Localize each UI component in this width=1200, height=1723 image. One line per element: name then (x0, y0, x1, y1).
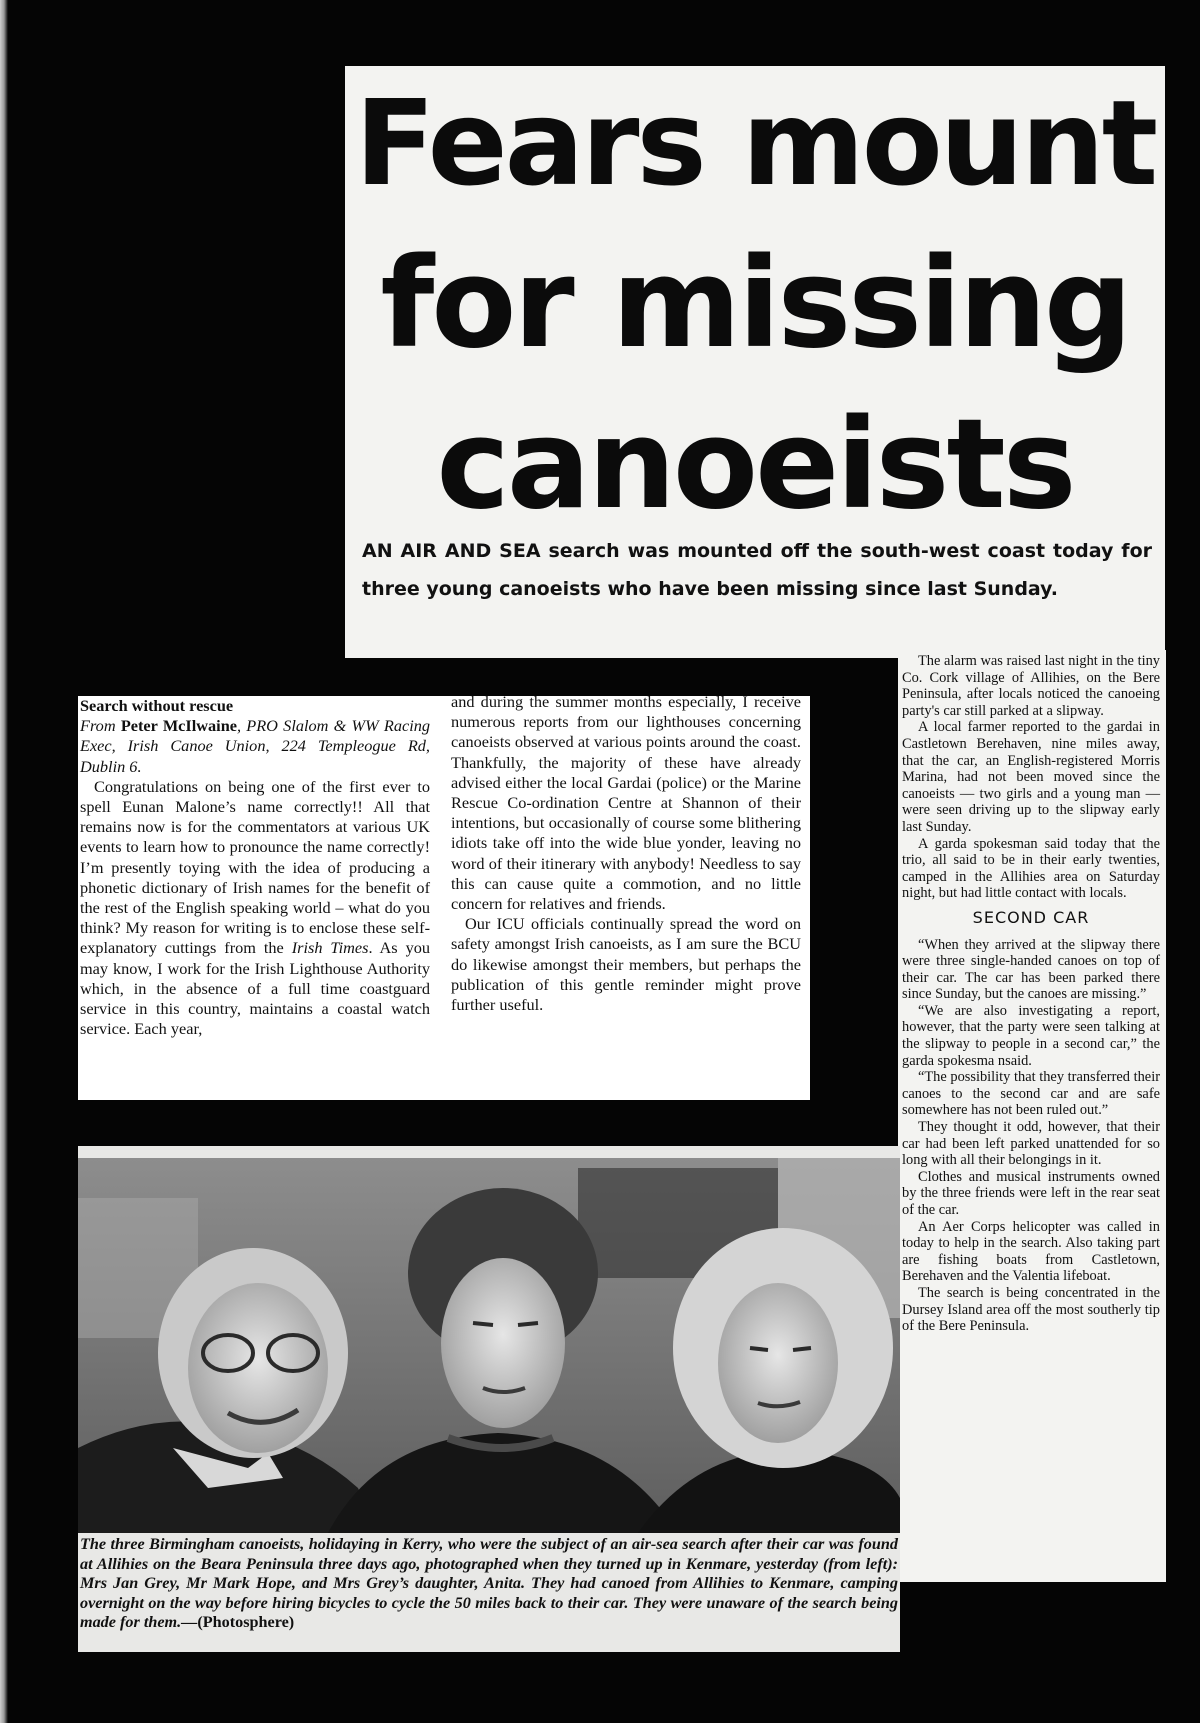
letter-affiliation: , PRO Slalom & WW Racing Exec, Irish Canoe Union, 224 Templeogue Rd, Dublin 6. (80, 716, 431, 776)
article-paragraph: The search is being concentrated in the Dursey Island area off the most southerly tip of the Bere Peninsula. (902, 1284, 1160, 1335)
article-paragraph: The alarm was raised last night in the tiny Co. Cork village of Allihies, on the Bere Peninsula, after locals noticed the canoeing party's car still parked at a slipway. (902, 653, 1160, 719)
letter-title: Search without rescue (80, 696, 234, 715)
photo-caption (80, 1535, 898, 1633)
article-paragraph: An Aer Corps helicopter was called in today to help in the search. Also taking part are fishing boats from Castletown, Berehaven and the Valentia lifeboat. (902, 1218, 1160, 1285)
article-paragraph: A garda spokesman said today that the trio, all said to be in their early twenties, camped in the Allihies area on Saturday night, but had little contact with locals. (902, 835, 1160, 902)
canoeists-photo (78, 1158, 900, 1533)
photo-caption-text: The three Birmingham canoeists, holidaying in Kerry, who were the subject of an air-sea search after their car was found at Allihies on the Beara Peninsula three days ago, photographed when they turned up in Kenmare, yesterday (from left): Mrs Jan Grey, Mr Mark Hope, and Mrs Grey’s daughter, Anita. They had canoed from Allihies to Kenmare, camping overnight on the way before hiring bicycles to cycle the 50 miles back to their car. They were unaware of the search being made for them.— (80, 1535, 898, 1632)
photo-clipping (78, 1146, 900, 1652)
article-paragraph: A local farmer reported to the gardai in Castletown Berehaven, nine miles away, that the car, an English-registered Morris Marina, had not been moved since the canoeists — two girls and a young man — were seen driving up to the slipway early last Sunday. (902, 719, 1160, 835)
article-paragraph: “The possibility that they transferred their canoes to the second car and are safe somewhere has not been ruled out.” (902, 1069, 1160, 1119)
letter-author: Peter McIlwaine (120, 716, 237, 736)
article-subhead: SECOND CAR (972, 907, 1090, 927)
letter-paragraph-1-source: Irish Times (291, 938, 369, 958)
article-paragraph: “When they arrived at the slipway there were three single-handed canoes on top of their car. The car has been parked there since Sunday, but the canoes are missing.” (902, 936, 1160, 1003)
letter-byline (80, 716, 430, 777)
letter-from: From (80, 716, 116, 736)
letter-paragraph-2: and during the summer months especially, I receive numerous reports from our lighthouses concerning canoeists observed at various points around the coast. Thankfully, the majority of these have already advised either the local Gardai (police) or the Marine Rescue Co-ordination Centre at Shannon of their intentions, but occasionally of course some blithering idiots take off into the wide blue yonder, leaving no word of their itinerary with anybody! Needless to say this can cause quite a commotion, and no little concern for relatives and friends. (451, 692, 801, 914)
article-body-clipping (898, 650, 1166, 1582)
letter-paragraph-1-part-b: . As you may know, I work for the Irish Lighthouse Authority which, in the absence of a full time coastguard service in this country, maintains a coastal watch service. Each year, (80, 938, 431, 1039)
page-edge (0, 0, 8, 1723)
article-intro: AN AIR AND SEA search was mounted off the south-west coast today for three young canoeists who have been missing since last Sunday. (362, 540, 1152, 600)
letter-paragraph-3: Our ICU officials continually spread the word on safety amongst Irish canoeists, as I am sure the BCU do likewise amongst their members, but perhaps the publication of this gentle reminder might prove further useful. (451, 914, 801, 1015)
article-paragraph: They thought it odd, however, that their car had been left parked unattended for so long with all their belongings in it. (902, 1119, 1160, 1169)
letter-clipping (78, 692, 810, 1100)
letter-paragraph-1 (80, 777, 430, 1040)
headline-line-2: for missing (380, 232, 1130, 376)
photo-credit: (Photosphere) (197, 1613, 295, 1632)
letter-paragraph-1-part-a: Congratulations on being one of the first ever to spell Eunan Malone’s name correctly!! All that remains now is for the commentators at various UK events to learn how to pronounce the name correctly! I’m presently toying with the idea of producing a phonetic dictionary of Irish names for the benefit of the rest of the English speaking world – what do you think? My reason for writing is to enclose these self-explanatory cuttings from the (80, 776, 430, 958)
letter-column-2 (451, 692, 801, 1015)
article-paragraph: “We are also investigating a report, however, that the party were seen talking at the slipway to people in a second car,” the garda spokesma nsaid. (902, 1002, 1160, 1069)
letter-column-1 (80, 696, 430, 1039)
headline-line-1: Fears mount (354, 74, 1156, 212)
headline-clipping (345, 66, 1165, 658)
article-body (898, 650, 1166, 1335)
article-paragraph: Clothes and musical instruments owned by the three friends were left in the rear seat of the car. (902, 1168, 1160, 1218)
headline-line-3: canoeists (436, 393, 1074, 537)
